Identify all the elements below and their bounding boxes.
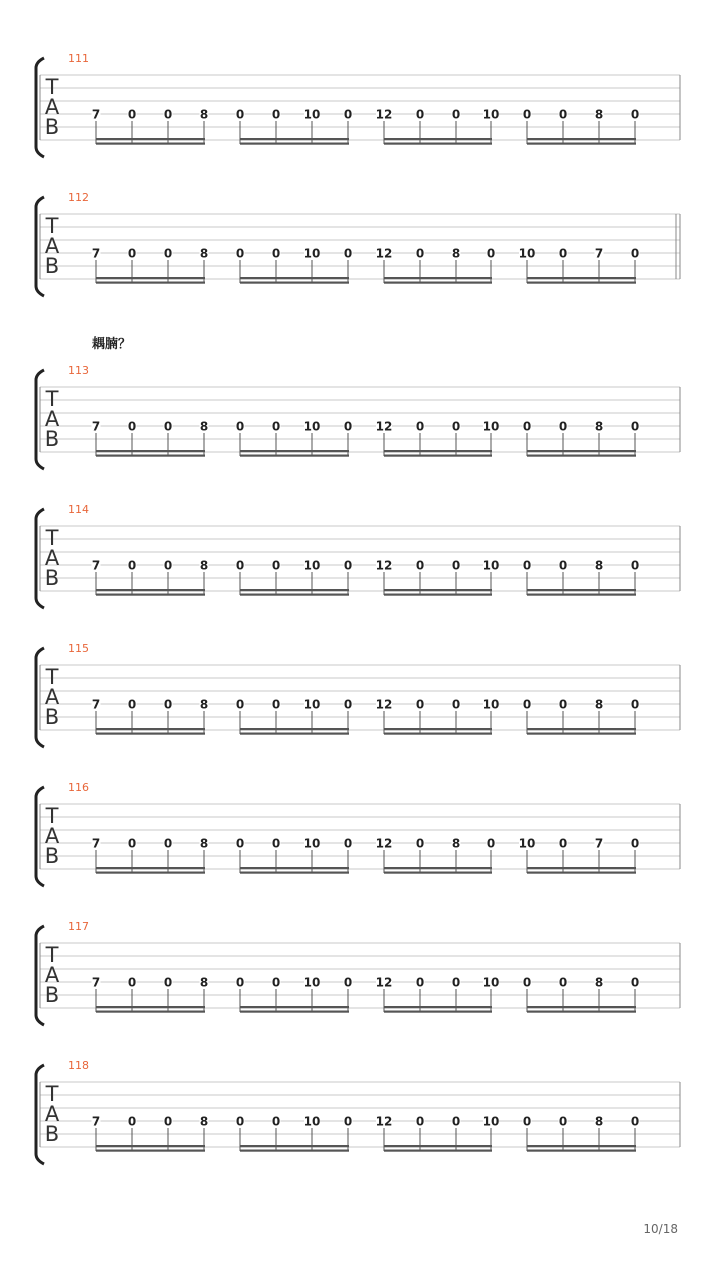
beam [384,1006,492,1008]
fret-number: 12 [375,558,393,573]
beam [384,138,492,140]
beam [527,589,636,591]
tab-clef-letter: B [44,566,60,590]
fret-number: 0 [127,975,137,990]
fret-number: 0 [271,419,281,434]
fret-number: 7 [594,836,604,851]
beam [96,277,205,279]
tab-clef-letter: B [44,115,60,139]
fret-number: 0 [558,558,568,573]
fret-number: 0 [127,836,137,851]
fret-number: 0 [522,419,532,434]
beam [240,282,349,284]
fret-number: 0 [630,558,640,573]
beam [527,455,636,457]
fret-number: 0 [558,836,568,851]
fret-number: 0 [163,107,173,122]
fret-number: 12 [375,246,393,261]
fret-number: 8 [594,1114,604,1129]
beam [527,728,636,730]
tab-clef-letter: A [44,963,60,987]
fret-number: 0 [415,697,425,712]
fret-number: 0 [271,836,281,851]
measure-number: 117 [68,920,89,933]
fret-number: 8 [199,697,209,712]
fret-number: 0 [415,975,425,990]
fret-number: 0 [630,975,640,990]
fret-number: 0 [558,975,568,990]
fret-number: 12 [375,836,393,851]
beam [384,867,492,869]
fret-number: 0 [558,697,568,712]
fret-number: 0 [163,1114,173,1129]
tab-clef-letter: T [45,526,59,550]
fret-number: 0 [163,558,173,573]
tab-clef-letter: T [45,1082,59,1106]
tab-clef-letter: A [44,95,60,119]
measure-number: 118 [68,1059,89,1072]
beam [240,872,349,874]
fret-number: 0 [415,836,425,851]
tab-clef-letter: T [45,387,59,411]
beam [240,1011,349,1013]
fret-number: 0 [558,107,568,122]
fret-number: 0 [271,107,281,122]
fret-number: 0 [127,419,137,434]
beam [96,450,205,452]
fret-number: 0 [630,107,640,122]
fret-number: 0 [415,246,425,261]
beam [240,728,349,730]
beam [96,455,205,457]
fret-number: 10 [303,836,321,851]
beam [384,143,492,145]
measure-number: 115 [68,642,89,655]
beam [527,872,636,874]
beam [527,1011,636,1013]
beam [384,594,492,596]
tab-clef-letter: T [45,943,59,967]
beam [240,1006,349,1008]
tab-clef-letter: B [44,844,60,868]
fret-number: 0 [451,419,461,434]
beam [384,277,492,279]
page-number: 10/18 [643,1222,678,1236]
fret-number: 0 [486,246,496,261]
fret-number: 0 [415,107,425,122]
fret-number: 8 [199,975,209,990]
fret-number: 0 [343,246,353,261]
fret-number: 0 [271,558,281,573]
fret-number: 12 [375,107,393,122]
fret-number: 0 [271,1114,281,1129]
fret-number: 8 [594,107,604,122]
fret-number: 10 [482,558,500,573]
beam [240,733,349,735]
fret-number: 0 [522,1114,532,1129]
beam [240,589,349,591]
fret-number: 10 [303,1114,321,1129]
fret-number: 0 [522,975,532,990]
fret-number: 0 [235,1114,245,1129]
fret-number: 8 [594,975,604,990]
fret-number: 0 [163,246,173,261]
fret-number: 10 [518,836,536,851]
fret-number: 8 [199,419,209,434]
beam [527,594,636,596]
measure-number: 113 [68,364,89,377]
beam [96,728,205,730]
fret-number: 10 [482,975,500,990]
beam [384,455,492,457]
fret-number: 0 [558,1114,568,1129]
beam [240,594,349,596]
tab-clef-letter: A [44,824,60,848]
fret-number: 8 [199,558,209,573]
fret-number: 0 [127,246,137,261]
beam [527,1150,636,1152]
beam [527,733,636,735]
fret-number: 10 [303,107,321,122]
beam [96,282,205,284]
tab-clef-letter: B [44,983,60,1007]
fret-number: 0 [630,1114,640,1129]
tab-clef-letter: B [44,705,60,729]
fret-number: 7 [91,697,101,712]
fret-number: 0 [235,558,245,573]
fret-number: 0 [163,419,173,434]
beam [527,867,636,869]
beam [527,1145,636,1147]
fret-number: 8 [199,836,209,851]
fret-number: 0 [235,419,245,434]
fret-number: 10 [303,558,321,573]
beam [240,455,349,457]
fret-number: 0 [630,836,640,851]
fret-number: 10 [482,1114,500,1129]
fret-number: 12 [375,419,393,434]
beam [240,143,349,145]
fret-number: 0 [127,697,137,712]
fret-number: 0 [451,107,461,122]
fret-number: 0 [451,1114,461,1129]
beam [240,1145,349,1147]
fret-number: 0 [558,246,568,261]
beam [527,1006,636,1008]
fret-number: 10 [303,697,321,712]
tab-clef-letter: A [44,685,60,709]
fret-number: 0 [486,836,496,851]
tab-clef-letter: B [44,427,60,451]
fret-number: 8 [594,558,604,573]
fret-number: 0 [235,107,245,122]
fret-number: 7 [91,107,101,122]
fret-number: 10 [482,107,500,122]
fret-number: 0 [522,697,532,712]
fret-number: 0 [522,558,532,573]
measure-number: 114 [68,503,89,516]
fret-number: 0 [127,558,137,573]
fret-number: 0 [235,975,245,990]
fret-number: 0 [127,107,137,122]
beam [527,143,636,145]
fret-number: 0 [451,697,461,712]
fret-number: 0 [343,107,353,122]
fret-number: 10 [303,975,321,990]
fret-number: 0 [235,697,245,712]
fret-number: 0 [127,1114,137,1129]
fret-number: 0 [271,975,281,990]
beam [96,733,205,735]
fret-number: 12 [375,697,393,712]
beam [240,138,349,140]
beam [527,282,636,284]
fret-number: 0 [163,975,173,990]
fret-number: 0 [415,1114,425,1129]
fret-number: 7 [91,836,101,851]
beam [384,728,492,730]
fret-number: 0 [343,836,353,851]
tab-clef-letter: A [44,1102,60,1126]
tab-clef-letter: T [45,804,59,828]
beam [96,1006,205,1008]
fret-number: 7 [594,246,604,261]
fret-number: 8 [199,107,209,122]
fret-number: 12 [375,1114,393,1129]
fret-number: 10 [303,246,321,261]
fret-number: 7 [91,1114,101,1129]
measure-number: 111 [68,52,89,65]
beam [384,282,492,284]
fret-number: 0 [451,558,461,573]
fret-number: 8 [594,419,604,434]
fret-number: 0 [630,697,640,712]
fret-number: 7 [91,558,101,573]
fret-number: 7 [91,246,101,261]
beam [96,589,205,591]
tab-clef-letter: T [45,214,59,238]
beam [96,1150,205,1152]
beam [96,1145,205,1147]
fret-number: 7 [91,975,101,990]
beam [96,594,205,596]
fret-number: 0 [271,246,281,261]
beam [240,450,349,452]
fret-number: 8 [594,697,604,712]
beam [240,867,349,869]
fret-number: 0 [235,246,245,261]
fret-number: 0 [522,107,532,122]
tab-clef-letter: B [44,1122,60,1146]
fret-number: 10 [303,419,321,434]
measure-number: 116 [68,781,89,794]
beam [527,450,636,452]
fret-number: 0 [415,419,425,434]
fret-number: 0 [163,697,173,712]
fret-number: 0 [343,1114,353,1129]
fret-number: 0 [271,697,281,712]
fret-number: 0 [630,419,640,434]
fret-number: 0 [235,836,245,851]
beam [527,138,636,140]
fret-number: 7 [91,419,101,434]
beam [384,733,492,735]
beam [384,589,492,591]
fret-number: 0 [343,975,353,990]
beam [527,277,636,279]
fret-number: 10 [482,419,500,434]
fret-number: 0 [163,836,173,851]
beam [384,872,492,874]
tab-clef-letter: A [44,234,60,258]
fret-number: 0 [343,697,353,712]
beam [96,867,205,869]
section-text: 耦腩？ [92,337,132,352]
beam [240,1150,349,1152]
fret-number: 0 [343,558,353,573]
fret-number: 0 [451,975,461,990]
tab-clef-letter: T [45,75,59,99]
tab-clef-letter: B [44,254,60,278]
fret-number: 12 [375,975,393,990]
measure-number: 112 [68,191,89,204]
beam [384,1011,492,1013]
fret-number: 0 [630,246,640,261]
beam [384,1145,492,1147]
tab-clef-letter: A [44,546,60,570]
tab-clef-letter: T [45,665,59,689]
fret-number: 10 [482,697,500,712]
beam [96,872,205,874]
tab-clef-letter: A [44,407,60,431]
fret-number: 10 [518,246,536,261]
fret-number: 0 [558,419,568,434]
beam [240,277,349,279]
fret-number: 8 [451,246,461,261]
fret-number: 8 [451,836,461,851]
beam [384,450,492,452]
beam [96,1011,205,1013]
beam [96,138,205,140]
beam [384,1150,492,1152]
fret-number: 8 [199,1114,209,1129]
beam [96,143,205,145]
fret-number: 0 [343,419,353,434]
fret-number: 0 [415,558,425,573]
fret-number: 8 [199,246,209,261]
